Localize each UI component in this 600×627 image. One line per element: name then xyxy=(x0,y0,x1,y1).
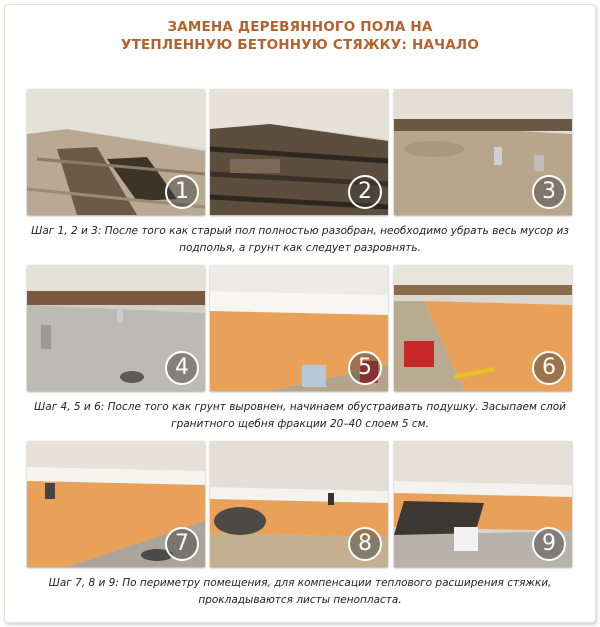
step-9-photo xyxy=(394,441,572,567)
page-title xyxy=(0,18,600,54)
title-line-2: УТЕПЛЕННУЮ БЕТОННУЮ СТЯЖКУ: НАЧАЛО xyxy=(120,37,480,53)
caption-line: гранитного щебня фракции 20–40 слоем 5 см. xyxy=(171,418,429,430)
caption-line: Шаг 1, 2 и 3: После того как старый пол полностью разобран, необходимо убрать весь мусор из xyxy=(31,225,569,237)
caption-line: Шаг 4, 5 и 6: После того как грунт выровнен, начинаем обустраивать подушку. Засыпаем слой xyxy=(34,401,566,413)
caption-steps-7-9 xyxy=(30,575,570,609)
caption-line: подполья, а грунт как следует разровнять. xyxy=(179,242,421,254)
step-number-badge: 2 xyxy=(348,175,382,209)
caption-line: Шаг 7, 8 и 9: По периметру помещения, для компенсации теплового расширения стяжки, xyxy=(48,577,552,589)
step-7-photo xyxy=(27,441,205,567)
title-line-1: ЗАМЕНА ДЕРЕВЯННОГО ПОЛА НА xyxy=(167,19,433,35)
step-number-badge: 5 xyxy=(348,351,382,385)
step-number-badge: 7 xyxy=(165,527,199,561)
step-number-badge: 4 xyxy=(165,351,199,385)
step-2-photo xyxy=(210,89,388,215)
step-number-badge: 3 xyxy=(532,175,566,209)
step-number-badge: 9 xyxy=(532,527,566,561)
caption-line: прокладываются листы пенопласта. xyxy=(198,594,402,606)
step-5-photo xyxy=(210,265,388,391)
step-number-badge: 8 xyxy=(348,527,382,561)
step-number-badge: 6 xyxy=(532,351,566,385)
step-3-photo xyxy=(394,89,572,215)
step-8-photo xyxy=(210,441,388,567)
step-1-photo xyxy=(27,89,205,215)
step-number-badge: 1 xyxy=(165,175,199,209)
step-6-photo xyxy=(394,265,572,391)
caption-steps-4-6 xyxy=(30,399,570,433)
caption-steps-1-3 xyxy=(30,223,570,257)
step-4-photo xyxy=(27,265,205,391)
